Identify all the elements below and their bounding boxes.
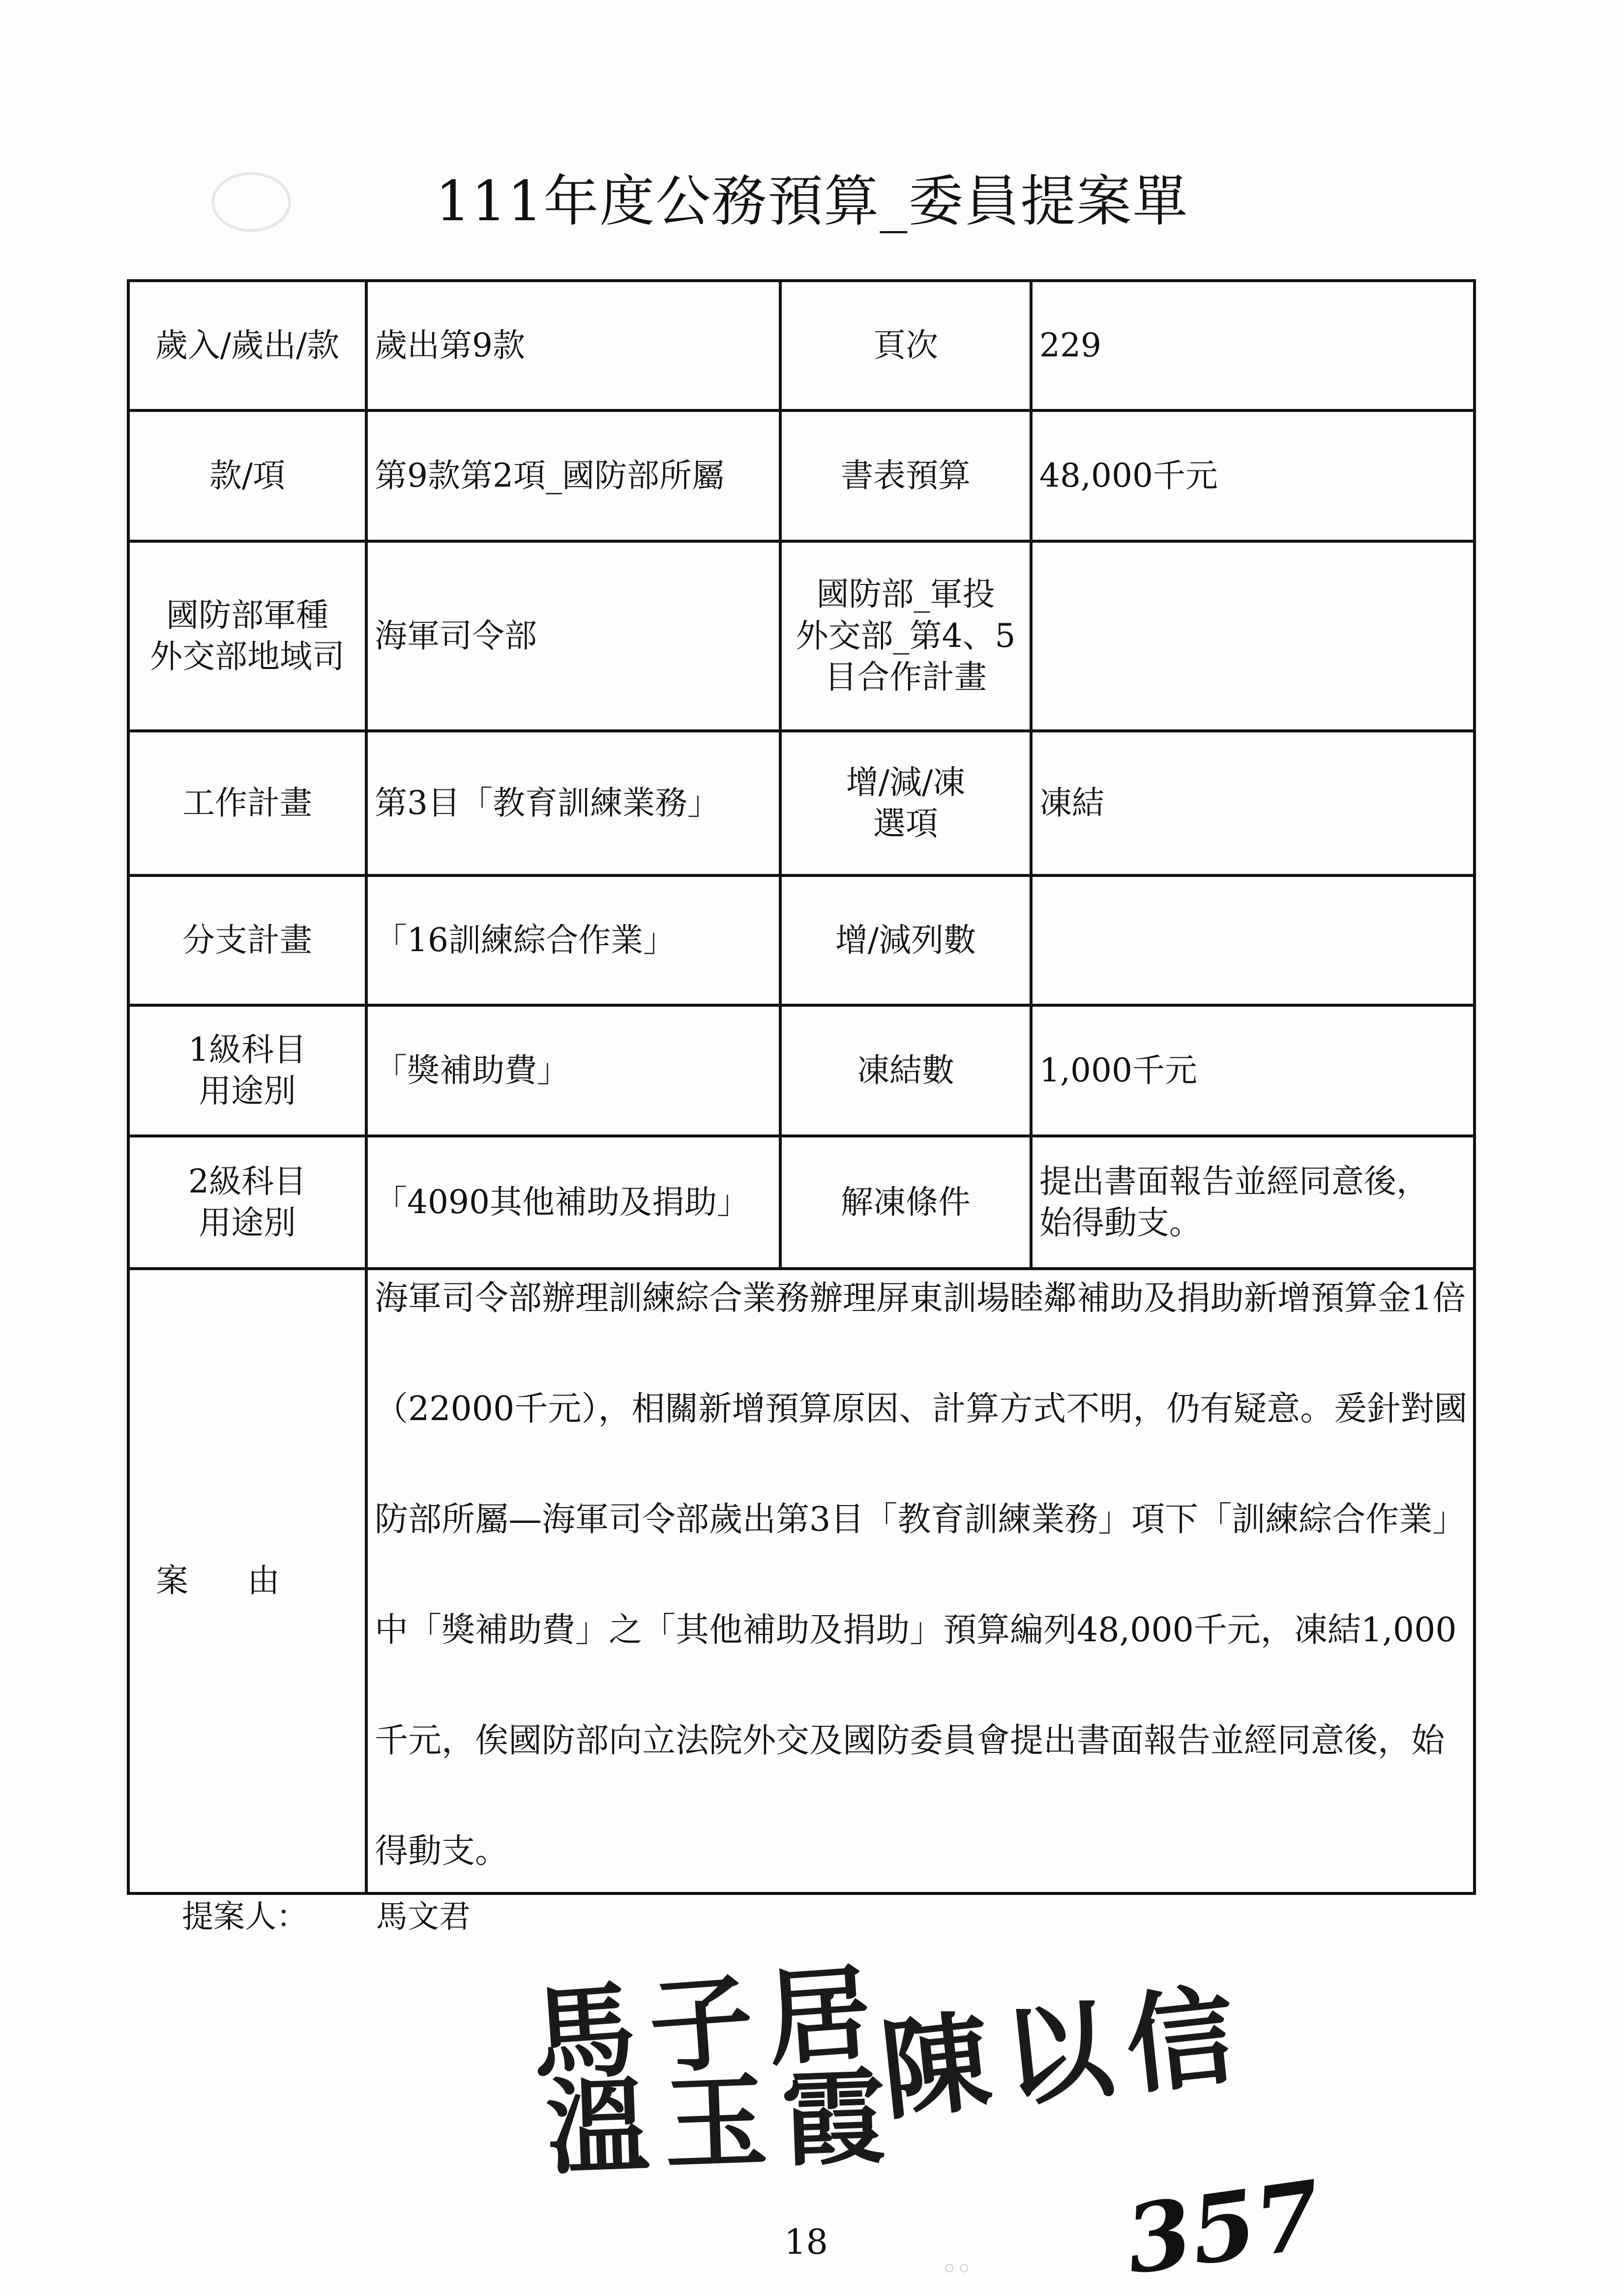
value-work-plan: 第3目「教育訓練業務」 [366, 731, 780, 875]
value-unfreeze-line-1: 提出書面報告並經同意後， [1039, 1162, 1429, 1200]
value-unfreeze-line-2: 始得動支。 [1039, 1204, 1202, 1242]
label-item: 款/項 [128, 410, 366, 541]
signature-1: 馬子居 [528, 1951, 889, 2097]
form-row-work-plan [128, 731, 1475, 875]
value-cooperation-plan [1031, 541, 1475, 731]
value-section: 歲出第9款 [366, 281, 780, 410]
label-option-line-1: 增/減/凍 [846, 763, 966, 801]
label-unfreeze-condition: 解凍條件 [780, 1136, 1031, 1269]
label-work-plan: 工作計畫 [128, 731, 366, 875]
label-adjust-amount: 增/減列數 [780, 875, 1031, 1005]
signature-3: 陳以信 [875, 1970, 1256, 2135]
label-section: 歲入/歲出/款 [128, 281, 366, 410]
form-row-reason [128, 1269, 1475, 1893]
label-option [780, 731, 1031, 875]
label-level1 [128, 1005, 366, 1136]
label-cooperation-line-3: 目合作計畫 [825, 658, 987, 697]
label-level1-line-1: 1級科目 [188, 1030, 306, 1069]
page-title: 111年度公務預算_委員提案單 [435, 170, 1189, 233]
form-row-level2 [128, 1136, 1475, 1269]
value-budget: 48,000千元 [1031, 410, 1475, 541]
value-option: 凍結 [1031, 731, 1475, 875]
form-row-sub-plan [128, 875, 1475, 1005]
page-number: 18 [784, 2222, 828, 2262]
form-row-level1 [128, 1005, 1475, 1136]
reason-line: 千元，俟國防部向立法院外交及國防委員會提出書面報告並經同意後，始 [375, 1721, 1445, 1760]
label-budget: 書表預算 [780, 410, 1031, 541]
value-adjust-amount [1031, 875, 1475, 1005]
proposer-label: 提案人： [182, 1899, 308, 1935]
value-sub-plan: 「16訓練綜合作業」 [366, 875, 780, 1005]
value-page: 229 [1031, 281, 1475, 410]
label-level2-line-1: 2級科目 [188, 1162, 306, 1200]
label-branch [128, 541, 366, 731]
proposer-name: 馬文君 [376, 1899, 471, 1935]
form-row-item [128, 410, 1475, 541]
form-row-section [128, 281, 1475, 410]
label-level2-line-2: 用途別 [199, 1204, 296, 1242]
label-level1-line-2: 用途別 [199, 1072, 296, 1110]
reason-line: 得動支。 [375, 1832, 509, 1871]
signature-2: 溫玉霞 [544, 2055, 902, 2189]
label-option-line-2: 選項 [873, 805, 938, 843]
value-item: 第9款第2項_國防部所屬 [366, 410, 780, 541]
proposal-form-table [127, 279, 1476, 1895]
value-freeze-amount: 1,000千元 [1031, 1005, 1475, 1136]
label-cooperation-line-2: 外交部_第4、5 [796, 616, 1016, 655]
value-level1: 「獎補助費」 [366, 1005, 780, 1136]
label-freeze-amount: 凍結數 [780, 1005, 1031, 1136]
label-reason: 案由 [128, 1269, 366, 1893]
handwritten-number: 357 [1119, 2159, 1328, 2296]
reason-line: （22000千元），相關新增預算原因、計算方式不明，仍有疑意。爰針對國 [375, 1390, 1468, 1428]
label-cooperation-plan [780, 541, 1031, 731]
reason-line: 防部所屬—海軍司令部歲出第3目「教育訓練業務」項下「訓練綜合作業」 [375, 1500, 1466, 1539]
label-branch-line-2: 外交部地域司 [150, 638, 345, 675]
form-row-branch [128, 541, 1475, 731]
reason-line: 中「獎補助費」之「其他補助及捐助」預算編列48,000千元，凍結1,000 [375, 1611, 1457, 1650]
value-reason [366, 1269, 1475, 1893]
value-unfreeze-condition [1031, 1136, 1475, 1269]
value-branch: 海軍司令部 [366, 541, 780, 731]
value-level2: 「4090其他補助及捐助」 [366, 1136, 780, 1269]
label-sub-plan: 分支計畫 [128, 875, 366, 1005]
reason-line: 海軍司令部辦理訓練綜合業務辦理屏東訓場睦鄰補助及捐助新增預算金1倍 [375, 1279, 1466, 1318]
faint-scan-mark: 。。 [944, 2243, 988, 2277]
label-branch-line-1: 國防部軍種 [166, 596, 328, 634]
label-cooperation-line-1: 國防部_軍投 [816, 575, 995, 613]
label-page: 頁次 [780, 281, 1031, 410]
label-level2 [128, 1136, 366, 1269]
